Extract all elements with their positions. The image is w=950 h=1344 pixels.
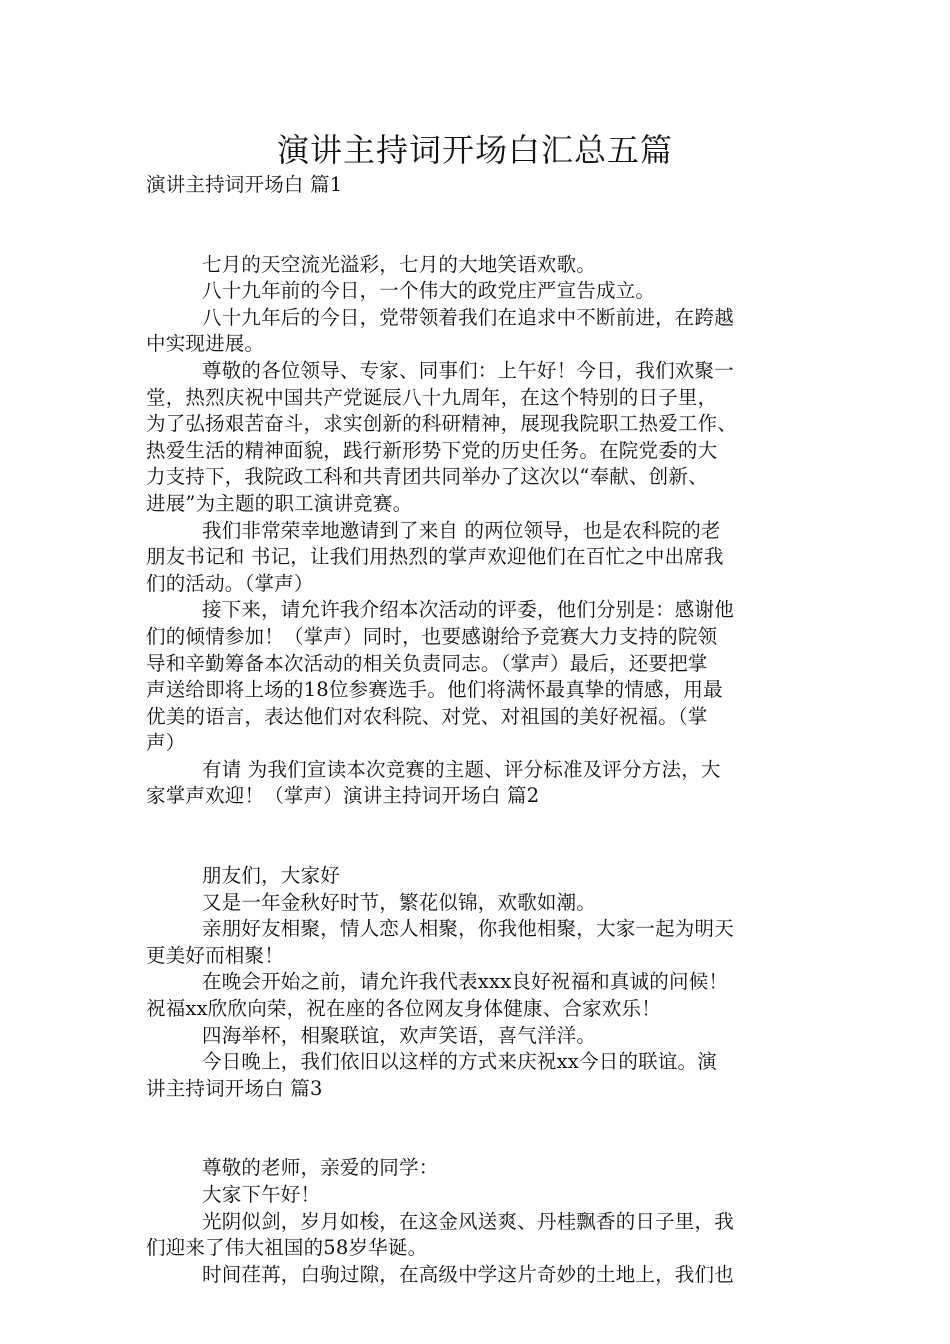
paragraph-line: 祝福xx欣欣向荣，祝在座的各位网友身体健康、合家欢乐！ <box>146 997 661 1021</box>
paragraph-line: 优美的语言，表达他们对农科院、对党、对祖国的美好祝福。（掌 <box>146 704 708 728</box>
paragraph-line: 声送给即将上场的18位参赛选手。他们将满怀最真挚的情感，用最 <box>146 678 723 702</box>
paragraph-line: 进展”为主题的职工演讲竞赛。 <box>146 491 413 515</box>
paragraph-line: 更美好而相聚！ <box>146 943 284 967</box>
paragraph-line: 声） <box>146 731 186 755</box>
section-gap <box>146 199 806 252</box>
paragraph-line: 尊敬的各位领导、专家、同事们：上午好！今日，我们欢聚一 <box>202 358 734 382</box>
paragraph-line: 八十九年后的今日，党带领着我们在追求中不断前进，在跨越 <box>202 305 734 329</box>
paragraph-line: 四海举杯，相聚联谊，欢声笑语，喜气洋洋。 <box>202 1023 597 1047</box>
paragraph-line: 有请 为我们宣读本次竞赛的主题、评分标准及评分方法，大 <box>202 757 721 781</box>
paragraph-line: 在晚会开始之前，请允许我代表xxx良好祝福和真诚的问候！ <box>202 970 729 994</box>
paragraph-line: 朋友们，大家好 <box>202 864 340 888</box>
paragraph-line: 接下来，请允许我介绍本次活动的评委，他们分别是：感谢他 <box>202 598 734 622</box>
paragraph-line: 为了弘扬艰苦奋斗，求实创新的科研精神，展现我院职工热爱工作、 <box>146 412 738 436</box>
paragraph-line: 中实现进展。 <box>146 332 265 356</box>
paragraph-line: 八十九年前的今日，一个伟大的政党庄严宣告成立。 <box>202 279 656 303</box>
paragraph-line: 又是一年金秋好时节，繁花似锦，欢歌如潮。 <box>202 890 597 914</box>
section-gap <box>146 810 806 863</box>
paragraph-line: 们的倾情参加！（掌声）同时，也要感谢给予竞赛大力支持的院领 <box>146 624 718 648</box>
section-gap <box>146 1102 806 1155</box>
paragraph-line: 七月的天空流光溢彩，七月的大地笑语欢歌。 <box>202 252 597 276</box>
paragraph-line: 们的活动。（掌声） <box>146 571 314 595</box>
paragraph-line: 尊敬的老师，亲爱的同学： <box>202 1156 439 1180</box>
paragraph-line: 亲朋好友相聚，情人恋人相聚，你我他相聚，大家一起为明天 <box>202 917 734 941</box>
paragraph-line: 热爱生活的精神面貌，践行新形势下党的历史任务。在院党委的大 <box>146 438 718 462</box>
paragraph-line: 我们非常荣幸地邀请到了来自 的两位领导，也是农科院的老 <box>202 518 721 542</box>
paragraph-line: 光阴似剑，岁月如梭，在这金风送爽、丹桂飘香的日子里，我 <box>202 1209 734 1233</box>
document-body <box>146 172 806 1288</box>
paragraph-line: 朋友书记和 书记，让我们用热烈的掌声欢迎他们在百忙之中出席我 <box>146 545 724 569</box>
paragraph-line: 时间荏苒，白驹过隙，在高级中学这片奇妙的土地上，我们也 <box>202 1262 734 1286</box>
document-title: 演讲主持词开场白汇总五篇 <box>276 131 673 169</box>
paragraph-line: 堂，热烈庆祝中国共产党诞辰八十九周年，在这个特别的日子里， <box>146 385 718 409</box>
paragraph-line: 力支持下，我院政工科和共青团共同举办了这次以“奉献、创新、 <box>146 465 708 489</box>
paragraph-line: 导和辛勤筹备本次活动的相关负责同志。（掌声）最后，还要把掌 <box>146 651 708 675</box>
paragraph-line: 今日晚上，我们依旧以这样的方式来庆祝xx今日的联谊。演 <box>202 1050 717 1074</box>
paragraph-line: 大家下午好！ <box>202 1183 321 1206</box>
paragraph-line: 家掌声欢迎！（掌声）演讲主持词开场白 篇2 <box>146 784 540 808</box>
paragraph-line: 讲主持词开场白 篇3 <box>146 1076 323 1100</box>
section-heading: 演讲主持词开场白 篇1 <box>146 173 343 196</box>
paragraph-line: 们迎来了伟大祖国的58岁华诞。 <box>146 1236 428 1260</box>
